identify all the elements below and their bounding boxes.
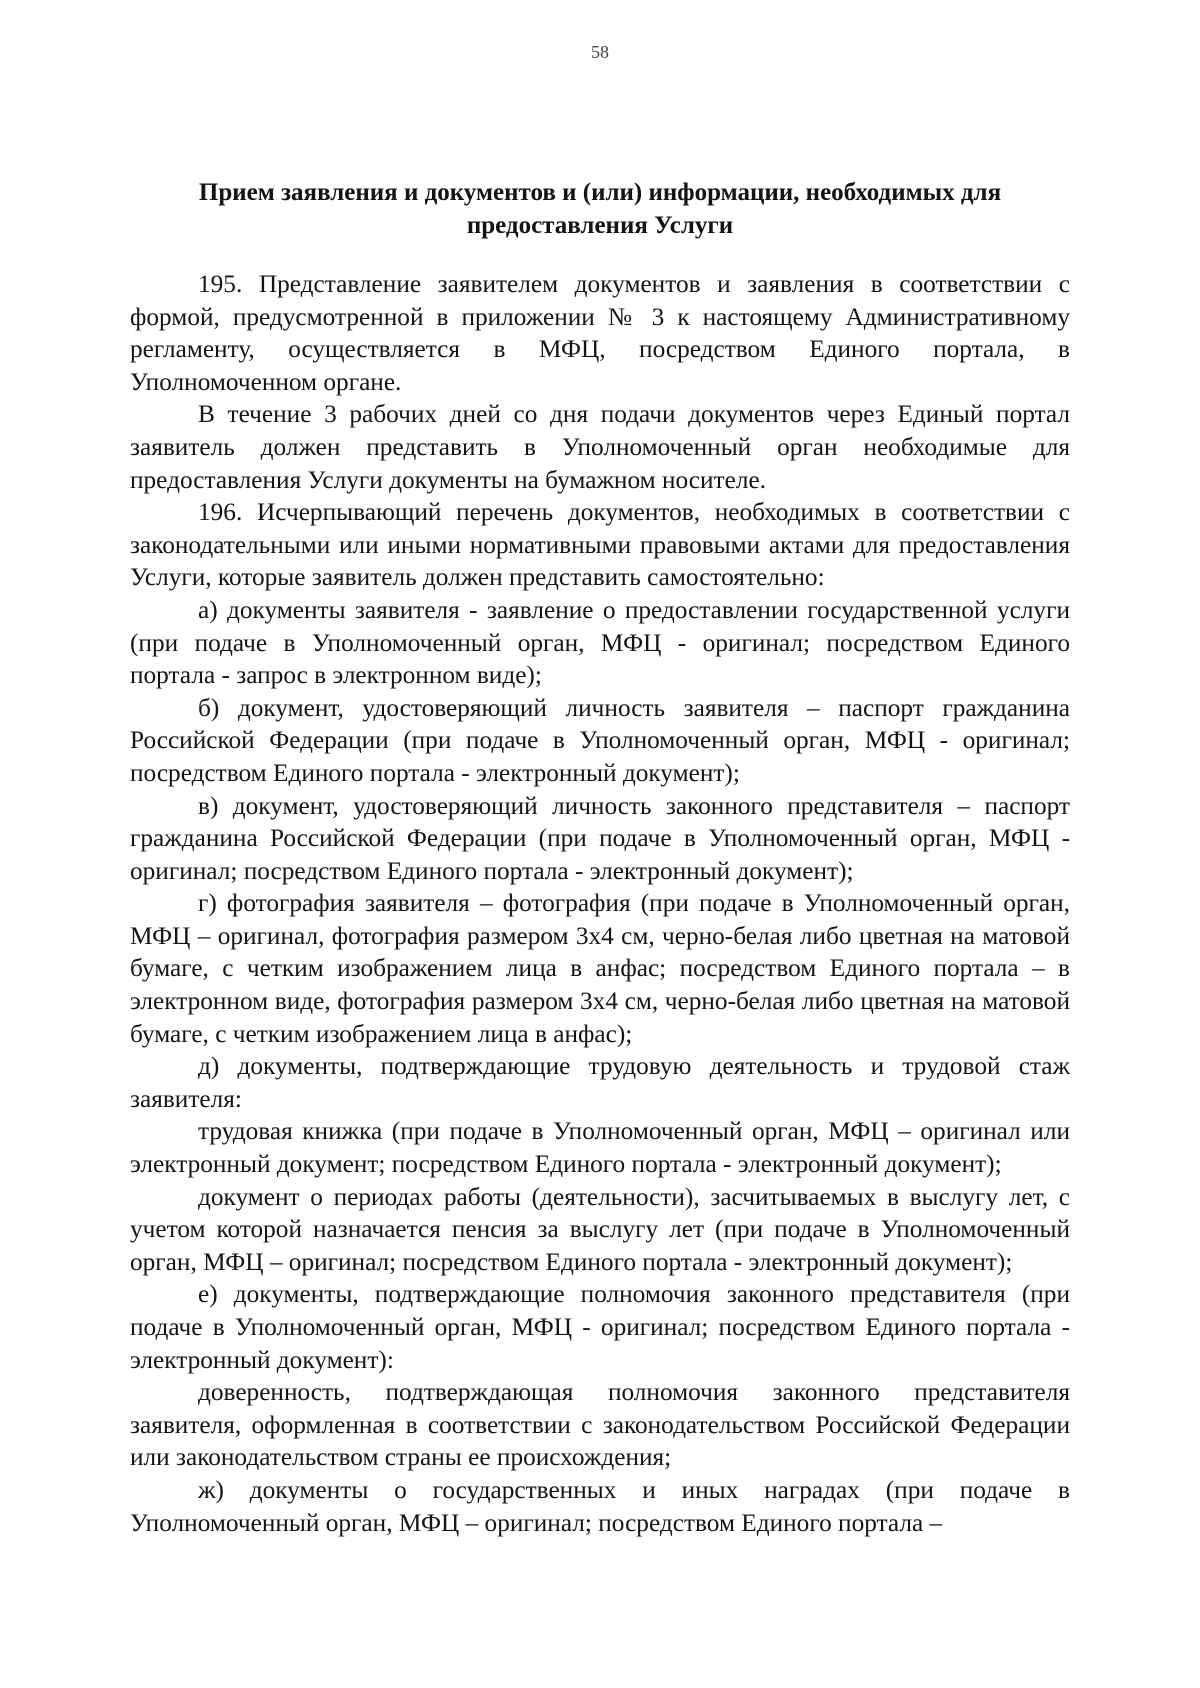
item-d-workbook: трудовая книжка (при подаче в Уполномоченный орган, МФЦ – оригинал или электронный документ; посредством Единого портала - электронный документ); bbox=[130, 1117, 1070, 1179]
section-title-line-2: предоставления Услуги bbox=[466, 212, 734, 239]
item-d: д) документы, подтверждающие трудовую деятельность и трудовой стаж заявителя: bbox=[130, 1052, 1070, 1113]
item-e: е) документы, подтверждающие полномочия законного представителя (при подаче в Уполномоченный орган, МФЦ - оригинал; посредством Единого портала - электронный документ): bbox=[130, 1280, 1070, 1374]
item-zh: ж) документы о государственных и иных наградах (при подаче в Уполномоченный орган, МФЦ – оригинал; посредством Единого портала – bbox=[130, 1475, 1070, 1537]
paragraph-196: 196. Исчерпывающий перечень документов, необходимых в соответствии с законодательными или иными нормативными правовыми актами для предоставления Услуги, которые заявитель должен представить самостоятельно: bbox=[130, 498, 1070, 592]
section-title bbox=[130, 176, 1070, 242]
item-b: б) документ, удостоверяющий личность заявителя – паспорт гражданина Российской Федерации (при подаче в Уполномоченный орган, МФЦ - оригинал; посредством Единого портала - электронный документ); bbox=[130, 693, 1070, 787]
document-body bbox=[130, 268, 1070, 1539]
item-g: г) фотография заявителя – фотография (при подаче в Уполномоченный орган, МФЦ – оригинал, фотография размером 3х4 см, черно-белая либо цветная на матовой бумаге, с четким изображением лица в анфас; посредством Единого портала – в электронном виде, фотография размером 3х4 см, черно-белая либо цветная на матовой бумаге, с четким изображением лица в анфас); bbox=[130, 889, 1070, 1048]
item-d-service-periods: документ о периодах работы (деятельности), засчитываемых в выслугу лет, с учетом которой назначается пенсия за выслугу лет (при подаче в Уполномоченный орган, МФЦ – оригинал; посредством Единого портала - электронный документ); bbox=[130, 1182, 1070, 1276]
item-e-power-of-attorney: доверенность, подтверждающая полномочия законного представителя заявителя, оформленная в соответствии с законодательством Российской Федерации или законодательством страны ее происхождения; bbox=[130, 1378, 1070, 1472]
page-number: 58 bbox=[591, 42, 609, 62]
paragraph-195: 195. Представление заявителем документов и заявления в соответствии с формой, предусмотренной в приложении № 3 к настоящему Административному регламенту, осуществляется в МФЦ, посредством Единого портала, в Уполномоченном органе. bbox=[130, 270, 1070, 396]
item-a: а) документы заявителя - заявление о предоставлении государственной услуги (при подаче в Уполномоченный орган, МФЦ - оригинал; посредством Единого портала - запрос в электронном виде); bbox=[130, 595, 1070, 690]
section-title-line-1: Прием заявления и документов и (или) информации, необходимых для bbox=[198, 179, 1002, 206]
paragraph-3-days: В течение 3 рабочих дней со дня подачи документов через Единый портал заявитель должен представить в Уполномоченный орган необходимые для предоставления Услуги документы на бумажном носителе. bbox=[130, 400, 1070, 494]
item-v: в) документ, удостоверяющий личность законного представителя – паспорт гражданина Российской Федерации (при подаче в Уполномоченный орган, МФЦ - оригинал; посредством Единого портала - электронный документ); bbox=[130, 791, 1070, 885]
